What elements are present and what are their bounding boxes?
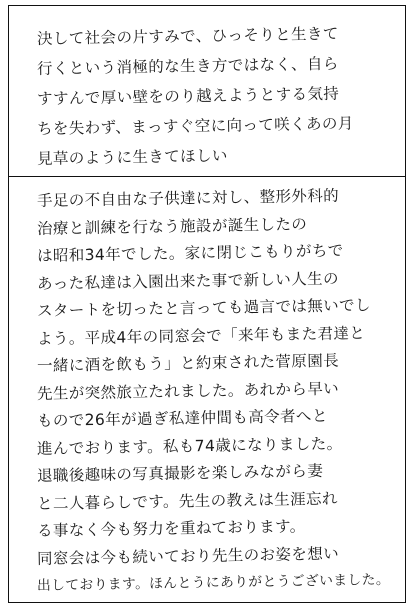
text-line: と二人暮らしです。先生の教えは生涯忘れ (36, 489, 338, 513)
text-line: ちを失わず、まっすぐ空に向って咲くあの月 (36, 114, 354, 138)
text-line: 手足の不自由な子供達に対し、整形外科的 (36, 186, 340, 210)
text-line: よう。平成4年の同窓会で「来年もまた君達と (36, 323, 366, 348)
opening-message (37, 24, 389, 174)
text-line: もので26年が過ぎ私達仲間も高令者へと (36, 406, 328, 430)
text-line: は昭和34年でした。家に閉じこもりがちで (36, 241, 344, 265)
text-line: 治療と訓練を行なう施設が誕生したの (36, 214, 308, 238)
text-line: る事なく今も努力を重ねております。 (36, 517, 306, 540)
text-line: 行くという消極的な生き方ではなく、自ら (36, 54, 339, 78)
text-line: 退職後趣味の写真撮影を楽しみながら妻 (36, 462, 324, 485)
text-line: あった私達は入園出来た事で新しい人生の (36, 269, 340, 293)
text-line: すすんで厚い壁をのり越えようとする気持 (36, 84, 340, 108)
text-line: 進んでおります。私も74歳になりました。 (36, 434, 343, 458)
text-line: 決して社会の片すみで、ひっそりと生きて (36, 24, 339, 48)
letter-sheet (8, 5, 406, 603)
letter-body (37, 188, 389, 601)
text-line: スタートを切ったと言っても過言では無いでし (36, 296, 371, 320)
text-line: 先生が突然旅立たれました。あれから早い (36, 379, 340, 403)
text-line: 出しております。ほんとうにありがとうございました。 (36, 571, 391, 594)
section-divider (9, 176, 405, 177)
text-line: 見草のように生きてほしい (36, 146, 228, 168)
text-line: 一緒に酒を飲もう」と約束された菅原園長 (36, 351, 340, 375)
text-line: 同窓会は今も続いており先生のお姿を想い (36, 544, 340, 568)
